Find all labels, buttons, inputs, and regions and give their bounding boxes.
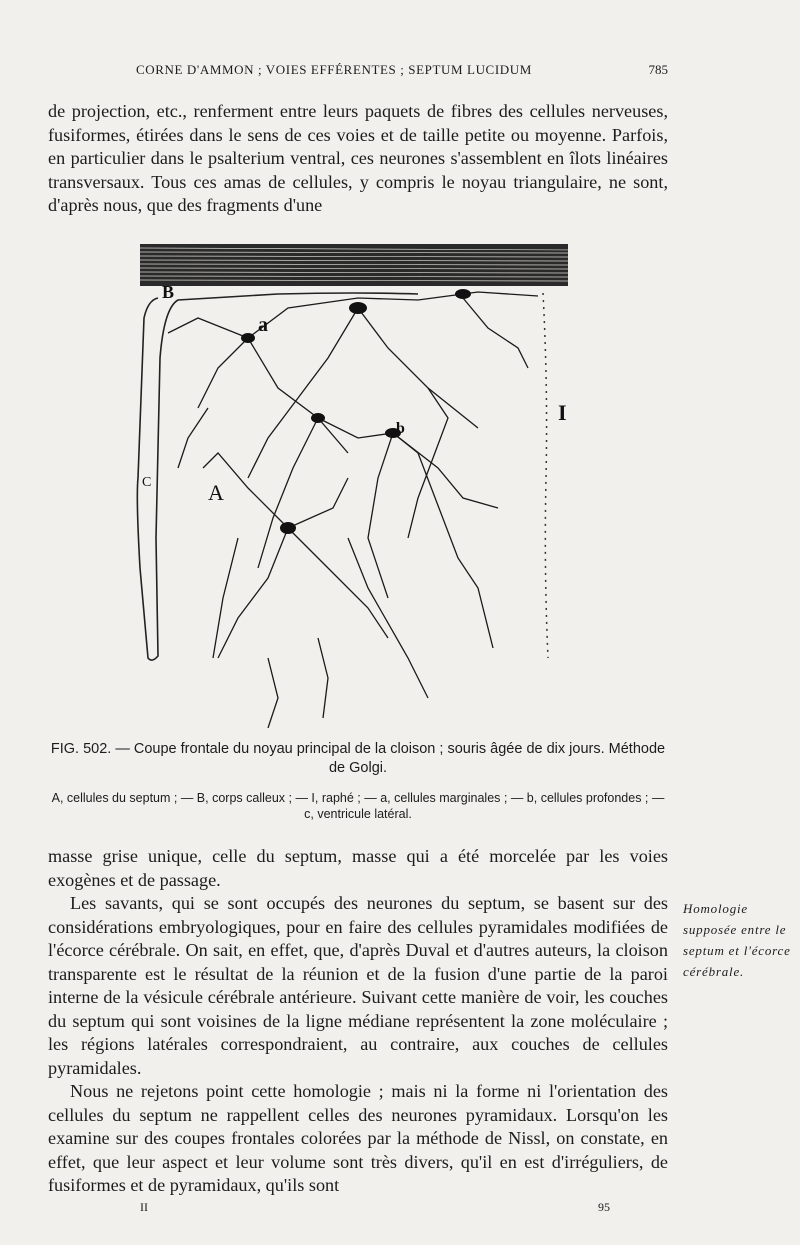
figure-caption [48, 740, 668, 822]
label-I: I [558, 400, 567, 425]
paragraph-homologie: Nous ne rejetons point cette homologie ; mais ni la forme ni l'orientation des cellules du septum ne rappellent celles des neurones pyramidaux. Lorsqu'on les examine sur des coupes frontales colorées par la méthode de Nissl, on constate, en effet, que leur aspect et leur volume sont très divers, qu'il en est d'irréguliers, de fusiformes et de pyramidaux, qu'ils sont [48, 1081, 668, 1195]
page-footer [140, 1200, 610, 1215]
label-A: A [208, 480, 224, 505]
page-number: 785 [648, 62, 668, 77]
paragraph-savants: Les savants, qui se sont occupés des neurones du septum, se basent sur des considérations embryologiques, pour en faire des cellules pyramidales modifiées de l'écorce cérébrale. On sait, en effet, que, d'après Duval et d'autres auteurs, la cloison transparente est le résultat de la réunion et de la fusion d'une partie de la paroi interne de la vésicule cérébrale antérieure. Suivant cette manière de voir, les couches du septum qui sont voisines de la ligne médiane représentent la zone moléculaire ; les régions latérales correspondraient, au contraire, aux couches de cellules pyramidales. [48, 893, 668, 1078]
bottom-paragraph-block [48, 845, 668, 1198]
ventricle-outline [137, 293, 418, 660]
neuron-dendrites [168, 292, 538, 728]
running-header [48, 62, 668, 78]
top-paragraph-block [48, 100, 668, 218]
sheet-number: 95 [598, 1200, 610, 1214]
figure-golgi-septum [118, 238, 568, 728]
caption-legend: A, cellules du septum ; — B, corps calleux ; — I, raphé ; — a, cellules marginales ; — b, cellules profondes ; — c, ventricule latéral. [51, 791, 665, 821]
running-title: CORNE D'AMMON ; VOIES EFFÉRENTES ; SEPTUM LUCIDUM [136, 62, 532, 77]
label-B: B [162, 282, 175, 302]
label-b: b [396, 420, 405, 437]
label-a: a [258, 314, 268, 336]
margin-note: Homologie supposée entre le septum et l'écorce cérébrale. [683, 901, 791, 979]
label-C: C [142, 475, 152, 490]
caption-main: FIG. 502. — Coupe frontale du noyau principal de la cloison ; souris âgée de dix jours. Méthode de Golgi. [50, 741, 666, 776]
signature-mark: II [140, 1200, 148, 1214]
raphe-dotted-line [543, 293, 548, 658]
paragraph-continuation: masse grise unique, celle du septum, masse qui a été morcelée par les voies exogènes et de passage. [48, 846, 668, 890]
top-paragraph: de projection, etc., renferment entre leurs paquets de fibres des cellules nerveuses, fusiformes, étirées dans le sens de ces voies et de taille petite ou moyenne. Parfois, en particulier dans le psalterium ventral, ces neurones s'assemblent en îlots linéaires transversaux. Tous ces amas de cellules, y compris le noyau triangulaire, ne sont, d'après nous, que des fragments d'une [48, 101, 668, 215]
corpus-callosum-band [140, 244, 568, 286]
neuron-somata [241, 289, 471, 534]
